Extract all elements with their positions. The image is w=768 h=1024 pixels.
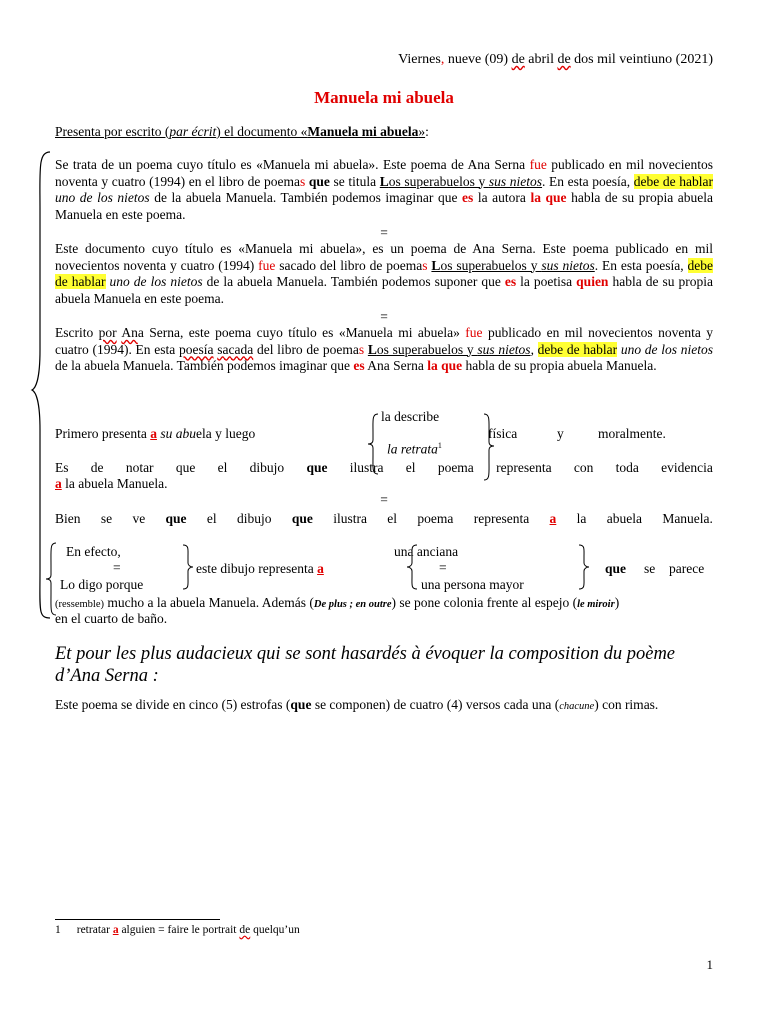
- word: poema: [437, 460, 474, 475]
- highlight: debe de hablar: [633, 173, 714, 189]
- italic-text: la retrata: [387, 441, 438, 457]
- date-text: dos mil veintiuno (2021): [570, 52, 713, 67]
- small-bold-italic: De plus ; en outre: [313, 599, 392, 610]
- red-bold-word: es: [504, 274, 517, 289]
- lo-digo: Lo digo porque: [60, 577, 144, 592]
- red-letter: s: [422, 257, 428, 273]
- highlight: debe de hablar: [55, 257, 714, 289]
- ressemble-line: [55, 595, 619, 611]
- book-title-italic: sus nietos: [477, 341, 531, 357]
- y-word: y: [557, 426, 564, 441]
- bold-word: que: [291, 511, 313, 526]
- page-title: Manuela mi abuela: [314, 88, 454, 107]
- equals-sign: =: [113, 560, 121, 575]
- text-run: ,: [530, 341, 538, 357]
- equals-sign: =: [380, 492, 388, 507]
- bold-word: que: [308, 173, 330, 189]
- una-anciana: una anciana: [394, 544, 459, 559]
- word: Manuela.: [662, 511, 713, 526]
- word: el: [405, 460, 416, 475]
- italic-text: uno de los nietos: [109, 274, 203, 289]
- word: ve: [132, 511, 146, 526]
- book-title: os superabuelos y: [388, 173, 489, 189]
- word: abuela: [606, 511, 642, 526]
- text-run: sacado del libro de poema: [275, 257, 423, 273]
- text-run: quelqu’un: [250, 924, 300, 936]
- text-run: ) se pone colonia frente al espejo (: [391, 595, 578, 610]
- se-word: se: [644, 561, 656, 576]
- estrofas-paragraph: [55, 697, 713, 716]
- persona-mayor: una persona mayor: [421, 577, 524, 592]
- text-run: se componen) de cuatro (4) versos cada una (: [311, 697, 560, 712]
- bold-letter: L: [367, 341, 377, 357]
- footnote: [55, 924, 300, 936]
- red-bold-word: la que: [427, 358, 463, 373]
- text-run: Este poema se divide en cinco (5) estrofas (: [55, 697, 291, 712]
- equals-sign: =: [439, 560, 447, 575]
- close-brace: [577, 543, 591, 591]
- bold-letter: L: [379, 173, 389, 189]
- text-run: . En esta poesía,: [542, 173, 634, 189]
- word: Bien: [55, 511, 81, 526]
- la-describe: la describe: [381, 409, 440, 424]
- text-run: habla de su propia abuela Manuela en este poema.: [55, 190, 713, 222]
- notar-line-2: [55, 476, 167, 492]
- bold-letter: L: [431, 257, 441, 273]
- primero-line: [55, 426, 255, 442]
- word: el: [206, 511, 217, 526]
- paragraph-1: [55, 157, 713, 223]
- equals-sign: =: [380, 225, 388, 240]
- word: el: [387, 511, 398, 526]
- small-italic: chacune: [559, 701, 595, 712]
- red-bold-word: es: [353, 358, 365, 373]
- intro-text: Presenta por escrito (: [55, 124, 170, 139]
- parece-word: parece: [669, 561, 705, 576]
- footnote-number: 1: [55, 924, 61, 936]
- squiggle-word: de: [239, 924, 251, 936]
- bold-word: que: [165, 511, 187, 526]
- intro-line: [55, 124, 429, 140]
- book-title: os superabuelos y: [440, 257, 542, 273]
- bold-word: que: [605, 561, 627, 576]
- intro-text: »: [418, 124, 426, 139]
- text-run: este dibujo representa: [196, 561, 318, 576]
- text-run: alguien = faire le portrait: [118, 924, 240, 936]
- date-text: abril: [524, 52, 558, 67]
- text-run: publicado en mil novecientos noventa y cuatro (1994) en el libro de poema: [55, 157, 713, 189]
- text-run: de la abuela Manuela. También podemos imaginar que: [55, 358, 354, 373]
- red-a: a: [150, 426, 157, 441]
- dibujo-representa: [196, 561, 324, 577]
- text-run: ) con rimas.: [594, 697, 659, 712]
- word: se: [100, 511, 113, 526]
- red-a: a: [549, 511, 557, 526]
- date-text: nueve (09): [444, 52, 512, 67]
- footnote-separator: [55, 919, 220, 920]
- book-title-italic: sus nietos: [488, 173, 543, 189]
- red-word: fue: [529, 157, 547, 172]
- squiggle-word: poesía: [179, 341, 214, 357]
- text-run: de la abuela Manuela. También podemos imaginar que: [149, 190, 463, 205]
- date-comma: ,: [440, 52, 445, 67]
- red-bold-word: es: [462, 190, 474, 205]
- word: dibujo: [249, 460, 285, 475]
- text-run: habla de su propia abuela Manuela en este poema.: [55, 274, 714, 306]
- text-run: habla de su propia abuela Manuela.: [462, 358, 657, 373]
- word: evidencia: [661, 460, 713, 475]
- word: el: [217, 460, 228, 475]
- paragraph-2: [55, 241, 713, 307]
- text-run: la poetisa: [516, 274, 577, 289]
- text-run: Se trata de un poema cuyo título es «Manuela mi abuela». Este poema de Ana Serna: [55, 157, 530, 172]
- paragraph-3: [55, 325, 713, 375]
- squiggle-word: An: [121, 325, 138, 340]
- intro-bold: Manuela mi abuela: [307, 124, 419, 139]
- word: dibujo: [236, 511, 272, 526]
- section-heading: Et pour les plus audacieux qui se sont hasardés à évoquer la composition du poème d’Ana Serna :: [55, 644, 676, 686]
- red-word: fue: [465, 325, 483, 340]
- bold-word: que: [306, 460, 328, 475]
- red-letter: s: [299, 173, 306, 189]
- equals-sign: =: [380, 309, 388, 324]
- intro-colon: :: [425, 124, 429, 139]
- text-run: Ana Serna: [364, 358, 428, 373]
- squiggle-word: por: [98, 325, 117, 340]
- red-letter: s: [358, 341, 365, 357]
- notar-line: [55, 460, 713, 476]
- intro-text: ) el documento «: [216, 124, 308, 139]
- date-text: Viernes: [398, 52, 441, 67]
- text-run: a Serna, este poema cuyo título es «Manuela mi abuela»: [137, 325, 466, 340]
- date-line: [398, 52, 713, 68]
- bold-word: que: [290, 697, 312, 712]
- italic-text: su abu: [160, 426, 196, 441]
- text-run: se titula: [329, 173, 380, 189]
- word: notar: [125, 460, 154, 475]
- close-brace: [181, 543, 195, 591]
- text-run: ): [614, 595, 620, 610]
- word: representa: [496, 460, 552, 475]
- footnote-mark: 1: [437, 441, 442, 450]
- page-number: 1: [706, 957, 713, 972]
- word: con: [573, 460, 594, 475]
- bien-line: [55, 511, 713, 527]
- cuarto-line: en el cuarto de baño.: [55, 611, 168, 626]
- red-bold-word: quien: [576, 274, 609, 289]
- red-a: a: [112, 924, 119, 936]
- small-bold-italic: le miroir: [577, 599, 615, 610]
- red-a: a: [55, 476, 62, 491]
- text-run: retratar: [76, 924, 113, 936]
- text-run: Este documento cuyo título es «Manuela mi abuela», es un poema de Ana Serna. Este poema publicado en mil novecientos noventa y cuatro (1994): [55, 241, 713, 273]
- que-word: [605, 561, 626, 577]
- text-run: ela y luego: [195, 426, 256, 441]
- fisica: física: [488, 426, 518, 441]
- text-run: la abuela Manuela.: [61, 476, 168, 491]
- word: de: [90, 460, 104, 475]
- word: toda: [615, 460, 639, 475]
- red-word: fue: [258, 257, 276, 273]
- word: poema: [417, 511, 454, 526]
- intro-italic: par écrit: [169, 124, 217, 139]
- date-de: de: [511, 52, 525, 67]
- word: ilustra: [333, 511, 367, 526]
- text-run: de la abuela Manuela. También podemos suponer que: [202, 274, 505, 289]
- text-run: Escrito: [55, 325, 99, 340]
- word: que: [175, 460, 196, 475]
- book-title-italic: sus nietos: [541, 257, 595, 273]
- red-bold-word: la que: [530, 190, 567, 205]
- italic-text: uno de los nietos: [55, 190, 150, 205]
- book-title: os superabuelos y: [376, 341, 478, 357]
- moralmente: moralmente.: [598, 426, 666, 441]
- word: representa: [473, 511, 530, 526]
- red-a: a: [317, 561, 324, 576]
- text-run: del libro de poema: [253, 341, 359, 357]
- word: ilustra: [349, 460, 384, 475]
- text-run: la autora: [473, 190, 531, 205]
- en-efecto: En efecto,: [66, 544, 121, 559]
- text-run: publicado en mil novecientos noventa y cuatro (1994). En esta: [55, 325, 713, 357]
- text-run: . En esta poesía,: [594, 257, 688, 273]
- text-run: mucho a la abuela Manuela. Además (: [103, 595, 314, 610]
- la-retrata: [387, 441, 442, 458]
- word: la: [576, 511, 587, 526]
- squiggle-word: sacada: [217, 341, 254, 357]
- small-text: (ressemble): [55, 599, 104, 610]
- word: Es: [55, 460, 69, 475]
- highlight: debe de hablar: [537, 341, 618, 357]
- text-run: Primero presenta: [55, 426, 151, 441]
- date-de: de: [557, 52, 571, 67]
- italic-text: uno de los nietos: [620, 341, 714, 357]
